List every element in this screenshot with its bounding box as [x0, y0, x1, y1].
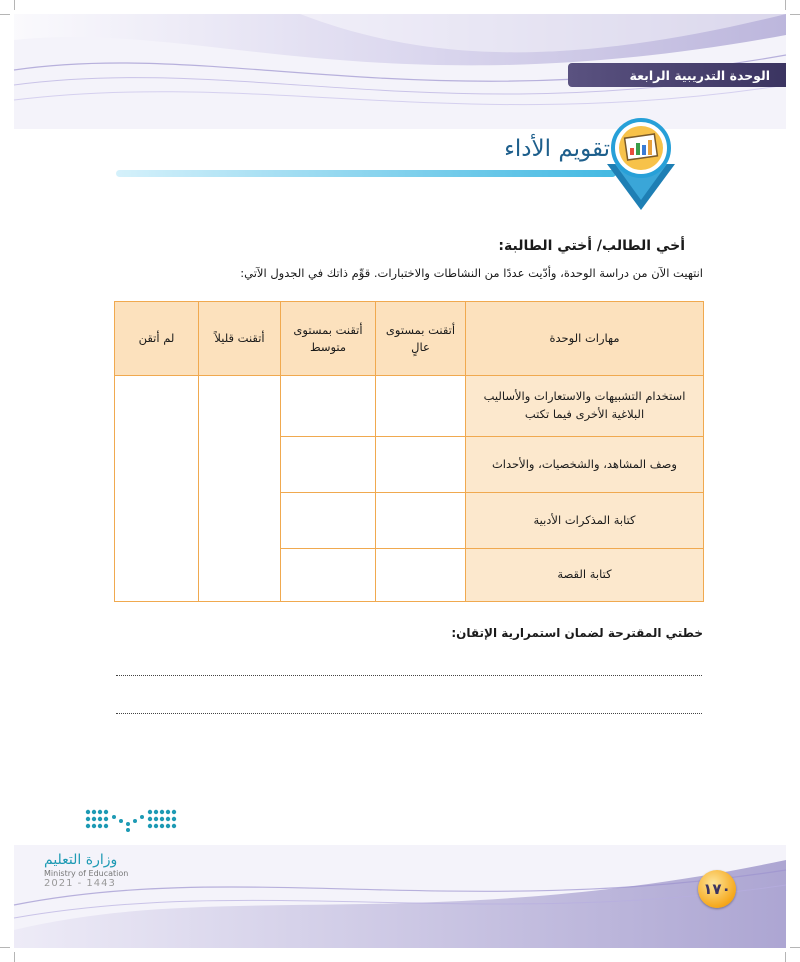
plan-line[interactable]	[116, 675, 702, 676]
crop-mark	[0, 14, 10, 15]
page-title: تقويم الأداء	[504, 136, 610, 162]
crop-mark	[790, 947, 800, 948]
unit-label: الوحدة التدريبية الرابعة	[629, 67, 770, 83]
crop-mark	[785, 0, 786, 10]
crop-mark	[14, 952, 15, 962]
table-row	[115, 376, 704, 437]
rating-cell[interactable]	[281, 549, 376, 602]
rating-cell[interactable]	[376, 549, 466, 602]
rating-cell[interactable]	[281, 437, 376, 493]
rating-cell[interactable]	[281, 493, 376, 549]
chart-board-icon	[593, 114, 689, 212]
ministry-name-arabic: وزارة التعليم	[44, 852, 118, 868]
instruction-text: انتهيت الآن من دراسة الوحدة، وأدّيت عددًا من النشاطات والاختبارات. قوِّم ذاتك في الجدول الآتي:	[240, 266, 703, 280]
skill-cell: وصف المشاهد، والشخصيات، والأحداث	[466, 437, 704, 493]
rating-cell[interactable]	[376, 437, 466, 493]
header-low-mastery: أتقنت قليلاً	[199, 302, 281, 376]
ministry-name-english: Ministry of Education	[44, 869, 129, 878]
header-unit-skills: مهارات الوحدة	[466, 302, 704, 376]
rating-cell[interactable]	[281, 376, 376, 437]
crop-mark	[785, 952, 786, 962]
table-header-row	[115, 302, 704, 376]
crop-mark	[790, 14, 800, 15]
rating-cell[interactable]	[199, 376, 281, 602]
page-number: ١٧٠	[703, 880, 731, 898]
skill-cell: كتابة المذكرات الأدبية	[466, 493, 704, 549]
plan-line[interactable]	[116, 713, 702, 714]
page-number-badge	[698, 870, 736, 908]
self-assessment-table	[114, 301, 704, 602]
rating-cell[interactable]	[376, 376, 466, 437]
rating-cell[interactable]	[115, 376, 199, 602]
title-underline	[116, 170, 616, 177]
plan-label: خطتي المقترحة لضمان استمرارية الإتقان:	[451, 626, 703, 640]
edition-year: 2021 - 1443	[44, 878, 116, 889]
skill-cell: استخدام التشبيهات والاستعارات والأساليب البلاغية الأخرى فيما تكتب	[466, 376, 704, 437]
crop-mark	[14, 0, 15, 10]
header-medium-mastery: أتقنت بمستوى متوسط	[281, 302, 376, 376]
skill-cell: كتابة القصة	[466, 549, 704, 602]
crop-mark	[0, 947, 10, 948]
ministry-logo-icon	[84, 808, 180, 838]
header-high-mastery: أتقنت بمستوى عالٍ	[376, 302, 466, 376]
header-not-mastered: لم أتقن	[115, 302, 199, 376]
unit-banner	[568, 63, 786, 87]
rating-cell[interactable]	[376, 493, 466, 549]
greeting: أخي الطالب/ أختي الطالبة:	[498, 238, 685, 254]
